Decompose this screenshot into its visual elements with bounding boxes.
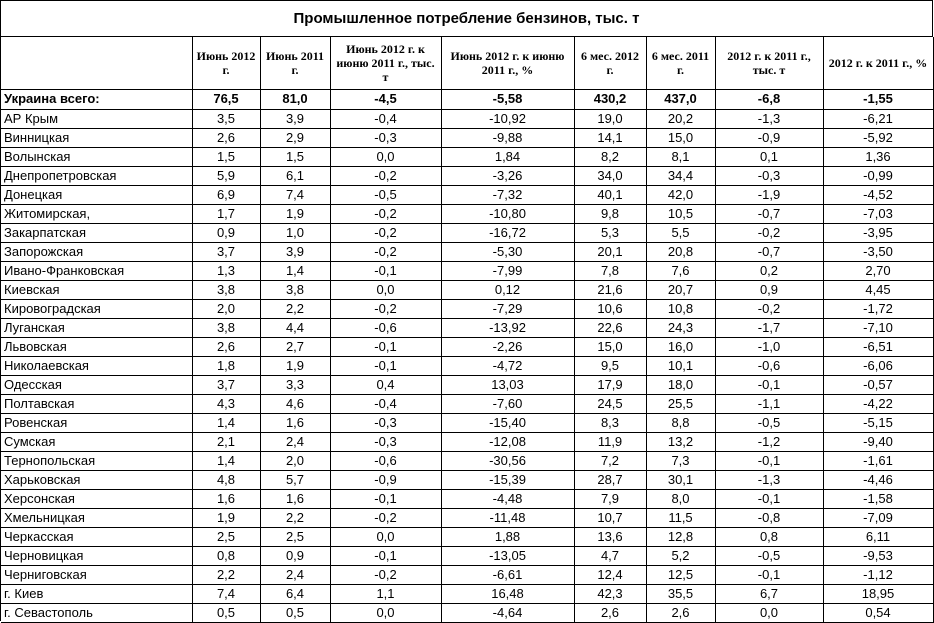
value-cell: 17,9 — [574, 375, 646, 394]
table-row — [1, 318, 933, 337]
value-cell: 0,0 — [715, 603, 823, 622]
table-row — [1, 584, 933, 603]
header-cell — [1, 37, 192, 89]
value-cell: 0,0 — [330, 527, 441, 546]
header-cell: Июнь 2012 г. к июню 2011 г., % — [441, 37, 574, 89]
value-cell: 7,9 — [574, 489, 646, 508]
value-cell: -1,1 — [715, 394, 823, 413]
table-body — [1, 89, 933, 622]
table-row — [1, 337, 933, 356]
value-cell: -0,9 — [330, 470, 441, 489]
value-cell: 0,0 — [330, 280, 441, 299]
table-row — [1, 603, 933, 622]
value-cell: 3,3 — [260, 375, 330, 394]
value-cell: 8,1 — [646, 147, 715, 166]
value-cell: 16,48 — [441, 584, 574, 603]
value-cell: 0,0 — [330, 147, 441, 166]
value-cell: 24,3 — [646, 318, 715, 337]
value-cell: 13,6 — [574, 527, 646, 546]
value-cell: 3,9 — [260, 242, 330, 261]
value-cell: 7,4 — [192, 584, 260, 603]
region-name-cell: Закарпатская — [1, 223, 192, 242]
value-cell: -0,6 — [330, 318, 441, 337]
region-name-cell: Херсонская — [1, 489, 192, 508]
value-cell: 3,8 — [192, 318, 260, 337]
value-cell: 8,2 — [574, 147, 646, 166]
value-cell: 1,9 — [192, 508, 260, 527]
value-cell: 2,6 — [192, 337, 260, 356]
value-cell: -3,26 — [441, 166, 574, 185]
value-cell: -0,7 — [715, 204, 823, 223]
region-name-cell: Черкасская — [1, 527, 192, 546]
value-cell: -15,40 — [441, 413, 574, 432]
table-row — [1, 204, 933, 223]
region-name-cell: Тернопольская — [1, 451, 192, 470]
value-cell: 6,4 — [260, 584, 330, 603]
table-row — [1, 242, 933, 261]
value-cell: -16,72 — [441, 223, 574, 242]
value-cell: 2,2 — [260, 508, 330, 527]
value-cell: -3,50 — [823, 242, 933, 261]
region-name-cell: г. Севастополь — [1, 603, 192, 622]
table-row — [1, 128, 933, 147]
value-cell: -1,3 — [715, 470, 823, 489]
value-cell: -7,99 — [441, 261, 574, 280]
value-cell: 1,5 — [192, 147, 260, 166]
value-cell: -12,08 — [441, 432, 574, 451]
value-cell: -0,2 — [330, 508, 441, 527]
value-cell: 2,6 — [646, 603, 715, 622]
value-cell: 13,03 — [441, 375, 574, 394]
value-cell: 0,9 — [192, 223, 260, 242]
value-cell: 2,5 — [260, 527, 330, 546]
table-row — [1, 508, 933, 527]
value-cell: 15,0 — [574, 337, 646, 356]
header-cell: 6 мес. 2011 г. — [646, 37, 715, 89]
value-cell: -30,56 — [441, 451, 574, 470]
value-cell: -7,10 — [823, 318, 933, 337]
table-row — [1, 565, 933, 584]
value-cell: -0,8 — [715, 508, 823, 527]
value-cell: 0,12 — [441, 280, 574, 299]
table-row — [1, 546, 933, 565]
value-cell: 20,8 — [646, 242, 715, 261]
value-cell: 10,6 — [574, 299, 646, 318]
value-cell: 2,0 — [260, 451, 330, 470]
total-label: Украина всего: — [1, 89, 192, 109]
value-cell: -1,12 — [823, 565, 933, 584]
value-cell: -0,5 — [715, 546, 823, 565]
value-cell: 3,9 — [260, 109, 330, 128]
value-cell: 0,54 — [823, 603, 933, 622]
region-name-cell: Донецкая — [1, 185, 192, 204]
value-cell: -6,06 — [823, 356, 933, 375]
total-cell: 76,5 — [192, 89, 260, 109]
value-cell: 0,5 — [260, 603, 330, 622]
table-row — [1, 109, 933, 128]
value-cell: 18,95 — [823, 584, 933, 603]
value-cell: 2,4 — [260, 565, 330, 584]
value-cell: 4,4 — [260, 318, 330, 337]
total-row — [1, 89, 933, 109]
region-name-cell: Житомирская, — [1, 204, 192, 223]
value-cell: -7,32 — [441, 185, 574, 204]
value-cell: 0,9 — [260, 546, 330, 565]
table-row — [1, 489, 933, 508]
region-name-cell: Ивано-Франковская — [1, 261, 192, 280]
consumption-table — [1, 37, 934, 623]
value-cell: 4,45 — [823, 280, 933, 299]
value-cell: 4,3 — [192, 394, 260, 413]
region-name-cell: г. Киев — [1, 584, 192, 603]
value-cell: 1,5 — [260, 147, 330, 166]
region-name-cell: Львовская — [1, 337, 192, 356]
value-cell: 6,9 — [192, 185, 260, 204]
value-cell: 5,9 — [192, 166, 260, 185]
value-cell: 35,5 — [646, 584, 715, 603]
value-cell: -2,26 — [441, 337, 574, 356]
value-cell: -9,40 — [823, 432, 933, 451]
value-cell: -0,7 — [715, 242, 823, 261]
region-name-cell: Киевская — [1, 280, 192, 299]
value-cell: -1,9 — [715, 185, 823, 204]
value-cell: -0,2 — [715, 223, 823, 242]
value-cell: -1,2 — [715, 432, 823, 451]
value-cell: -0,1 — [330, 489, 441, 508]
value-cell: -4,72 — [441, 356, 574, 375]
value-cell: -0,3 — [330, 432, 441, 451]
value-cell: -0,1 — [330, 261, 441, 280]
value-cell: -9,53 — [823, 546, 933, 565]
value-cell: 2,2 — [192, 565, 260, 584]
value-cell: -0,6 — [715, 356, 823, 375]
value-cell: 7,6 — [646, 261, 715, 280]
value-cell: 20,7 — [646, 280, 715, 299]
total-cell: 81,0 — [260, 89, 330, 109]
total-cell: -6,8 — [715, 89, 823, 109]
table-title-text: Промышленное потребление бензинов, тыс. т — [293, 10, 640, 27]
value-cell: 3,5 — [192, 109, 260, 128]
header-cell: 2012 г. к 2011 г., тыс. т — [715, 37, 823, 89]
value-cell: -0,2 — [330, 204, 441, 223]
table-row — [1, 166, 933, 185]
value-cell: 1,8 — [192, 356, 260, 375]
value-cell: 2,5 — [192, 527, 260, 546]
value-cell: 2,70 — [823, 261, 933, 280]
value-cell: 1,0 — [260, 223, 330, 242]
value-cell: 15,0 — [646, 128, 715, 147]
value-cell: 12,8 — [646, 527, 715, 546]
value-cell: -0,1 — [715, 489, 823, 508]
header-cell: Июнь 2011 г. — [260, 37, 330, 89]
value-cell: 3,7 — [192, 242, 260, 261]
header-cell: Июнь 2012 г. к июню 2011 г., тыс. т — [330, 37, 441, 89]
header-cell: 6 мес. 2012 г. — [574, 37, 646, 89]
value-cell: 1,1 — [330, 584, 441, 603]
value-cell: -5,15 — [823, 413, 933, 432]
value-cell: 13,2 — [646, 432, 715, 451]
value-cell: 34,0 — [574, 166, 646, 185]
value-cell: -7,03 — [823, 204, 933, 223]
region-name-cell: Кировоградская — [1, 299, 192, 318]
value-cell: 4,7 — [574, 546, 646, 565]
value-cell: 2,6 — [192, 128, 260, 147]
value-cell: -0,57 — [823, 375, 933, 394]
value-cell: -0,1 — [330, 356, 441, 375]
value-cell: 0,9 — [715, 280, 823, 299]
value-cell: 12,4 — [574, 565, 646, 584]
value-cell: -0,99 — [823, 166, 933, 185]
value-cell: 34,4 — [646, 166, 715, 185]
value-cell: 1,88 — [441, 527, 574, 546]
value-cell: -0,4 — [330, 394, 441, 413]
value-cell: -0,3 — [330, 128, 441, 147]
value-cell: 3,7 — [192, 375, 260, 394]
value-cell: 10,7 — [574, 508, 646, 527]
value-cell: 12,5 — [646, 565, 715, 584]
table-row — [1, 147, 933, 166]
value-cell: 10,5 — [646, 204, 715, 223]
header-cell: 2012 г. к 2011 г., % — [823, 37, 933, 89]
value-cell: -0,1 — [330, 546, 441, 565]
table-row — [1, 375, 933, 394]
value-cell: -4,22 — [823, 394, 933, 413]
value-cell: -1,58 — [823, 489, 933, 508]
value-cell: -6,21 — [823, 109, 933, 128]
value-cell: -10,92 — [441, 109, 574, 128]
value-cell: -0,1 — [330, 337, 441, 356]
region-name-cell: Днепропетровская — [1, 166, 192, 185]
region-name-cell: Сумская — [1, 432, 192, 451]
value-cell: -6,51 — [823, 337, 933, 356]
table-row — [1, 356, 933, 375]
value-cell: -0,6 — [330, 451, 441, 470]
region-name-cell: Черновицкая — [1, 546, 192, 565]
value-cell: -0,1 — [715, 375, 823, 394]
value-cell: 2,2 — [260, 299, 330, 318]
value-cell: 10,8 — [646, 299, 715, 318]
value-cell: 5,5 — [646, 223, 715, 242]
value-cell: 2,9 — [260, 128, 330, 147]
region-name-cell: Ровенская — [1, 413, 192, 432]
total-cell: -5,58 — [441, 89, 574, 109]
value-cell: 1,4 — [192, 451, 260, 470]
total-cell: 437,0 — [646, 89, 715, 109]
value-cell: 1,9 — [260, 204, 330, 223]
region-name-cell: Николаевская — [1, 356, 192, 375]
value-cell: 2,1 — [192, 432, 260, 451]
value-cell: 4,6 — [260, 394, 330, 413]
region-name-cell: Винницкая — [1, 128, 192, 147]
value-cell: 14,1 — [574, 128, 646, 147]
value-cell: 2,7 — [260, 337, 330, 356]
value-cell: -7,09 — [823, 508, 933, 527]
value-cell: -0,5 — [715, 413, 823, 432]
region-name-cell: Хмельницкая — [1, 508, 192, 527]
value-cell: -0,3 — [330, 413, 441, 432]
value-cell: 2,6 — [574, 603, 646, 622]
value-cell: 8,8 — [646, 413, 715, 432]
region-name-cell: Черниговская — [1, 565, 192, 584]
value-cell: -1,72 — [823, 299, 933, 318]
value-cell: -1,3 — [715, 109, 823, 128]
header-row — [1, 37, 933, 89]
value-cell: -0,2 — [330, 223, 441, 242]
value-cell: -4,64 — [441, 603, 574, 622]
total-cell: -1,55 — [823, 89, 933, 109]
value-cell: 0,5 — [192, 603, 260, 622]
value-cell: 1,7 — [192, 204, 260, 223]
value-cell: 21,6 — [574, 280, 646, 299]
value-cell: -5,92 — [823, 128, 933, 147]
value-cell: 0,1 — [715, 147, 823, 166]
total-cell: -4,5 — [330, 89, 441, 109]
region-name-cell: Волынская — [1, 147, 192, 166]
value-cell: 1,36 — [823, 147, 933, 166]
value-cell: -10,80 — [441, 204, 574, 223]
value-cell: 20,1 — [574, 242, 646, 261]
value-cell: 18,0 — [646, 375, 715, 394]
value-cell: 0,2 — [715, 261, 823, 280]
value-cell: 3,8 — [192, 280, 260, 299]
value-cell: 30,1 — [646, 470, 715, 489]
value-cell: 42,0 — [646, 185, 715, 204]
value-cell: -0,4 — [330, 109, 441, 128]
value-cell: 5,7 — [260, 470, 330, 489]
value-cell: -0,2 — [330, 565, 441, 584]
value-cell: 8,3 — [574, 413, 646, 432]
table-row — [1, 451, 933, 470]
value-cell: 42,3 — [574, 584, 646, 603]
table-row — [1, 299, 933, 318]
table-row — [1, 394, 933, 413]
value-cell: 4,8 — [192, 470, 260, 489]
table-row — [1, 527, 933, 546]
value-cell: 1,6 — [260, 413, 330, 432]
value-cell: 7,3 — [646, 451, 715, 470]
value-cell: 1,4 — [192, 413, 260, 432]
region-name-cell: Одесская — [1, 375, 192, 394]
value-cell: 1,84 — [441, 147, 574, 166]
value-cell: -0,1 — [715, 565, 823, 584]
value-cell: 2,4 — [260, 432, 330, 451]
value-cell: 0,0 — [330, 603, 441, 622]
value-cell: 20,2 — [646, 109, 715, 128]
value-cell: 8,0 — [646, 489, 715, 508]
value-cell: 7,4 — [260, 185, 330, 204]
value-cell: 40,1 — [574, 185, 646, 204]
value-cell: 9,5 — [574, 356, 646, 375]
region-name-cell: Запорожская — [1, 242, 192, 261]
value-cell: -7,29 — [441, 299, 574, 318]
value-cell: -4,46 — [823, 470, 933, 489]
value-cell: 11,9 — [574, 432, 646, 451]
value-cell: -1,7 — [715, 318, 823, 337]
value-cell: 7,8 — [574, 261, 646, 280]
value-cell: 1,9 — [260, 356, 330, 375]
value-cell: -0,3 — [715, 166, 823, 185]
table-row — [1, 223, 933, 242]
value-cell: 1,3 — [192, 261, 260, 280]
value-cell: 1,6 — [192, 489, 260, 508]
value-cell: 6,11 — [823, 527, 933, 546]
value-cell: -1,61 — [823, 451, 933, 470]
value-cell: -0,2 — [330, 166, 441, 185]
value-cell: -9,88 — [441, 128, 574, 147]
value-cell: -0,2 — [330, 299, 441, 318]
value-cell: -0,5 — [330, 185, 441, 204]
value-cell: 16,0 — [646, 337, 715, 356]
value-cell: -0,9 — [715, 128, 823, 147]
value-cell: 28,7 — [574, 470, 646, 489]
region-name-cell: Полтавская — [1, 394, 192, 413]
value-cell: 1,6 — [260, 489, 330, 508]
table-row — [1, 470, 933, 489]
value-cell: 2,0 — [192, 299, 260, 318]
value-cell: 10,1 — [646, 356, 715, 375]
header-cell: Июнь 2012 г. — [192, 37, 260, 89]
table-row — [1, 432, 933, 451]
value-cell: -7,60 — [441, 394, 574, 413]
value-cell: 11,5 — [646, 508, 715, 527]
value-cell: 1,4 — [260, 261, 330, 280]
value-cell: -13,92 — [441, 318, 574, 337]
value-cell: -5,30 — [441, 242, 574, 261]
table-row — [1, 261, 933, 280]
total-cell: 430,2 — [574, 89, 646, 109]
value-cell: 0,8 — [192, 546, 260, 565]
value-cell: 24,5 — [574, 394, 646, 413]
value-cell: -11,48 — [441, 508, 574, 527]
value-cell: 25,5 — [646, 394, 715, 413]
value-cell: 5,3 — [574, 223, 646, 242]
value-cell: -0,2 — [715, 299, 823, 318]
value-cell: -13,05 — [441, 546, 574, 565]
value-cell: -0,1 — [715, 451, 823, 470]
region-name-cell: АР Крым — [1, 109, 192, 128]
table-row — [1, 280, 933, 299]
value-cell: -15,39 — [441, 470, 574, 489]
region-name-cell: Луганская — [1, 318, 192, 337]
value-cell: -3,95 — [823, 223, 933, 242]
value-cell: 19,0 — [574, 109, 646, 128]
table-row — [1, 413, 933, 432]
value-cell: -0,2 — [330, 242, 441, 261]
value-cell: -4,52 — [823, 185, 933, 204]
value-cell: 22,6 — [574, 318, 646, 337]
table-title — [1, 1, 933, 37]
region-name-cell: Харьковская — [1, 470, 192, 489]
value-cell: -4,48 — [441, 489, 574, 508]
value-cell: 6,1 — [260, 166, 330, 185]
value-cell: 5,2 — [646, 546, 715, 565]
value-cell: 3,8 — [260, 280, 330, 299]
value-cell: 9,8 — [574, 204, 646, 223]
table-row — [1, 185, 933, 204]
value-cell: -1,0 — [715, 337, 823, 356]
value-cell: 0,8 — [715, 527, 823, 546]
value-cell: 6,7 — [715, 584, 823, 603]
value-cell: -6,61 — [441, 565, 574, 584]
value-cell: 7,2 — [574, 451, 646, 470]
value-cell: 0,4 — [330, 375, 441, 394]
